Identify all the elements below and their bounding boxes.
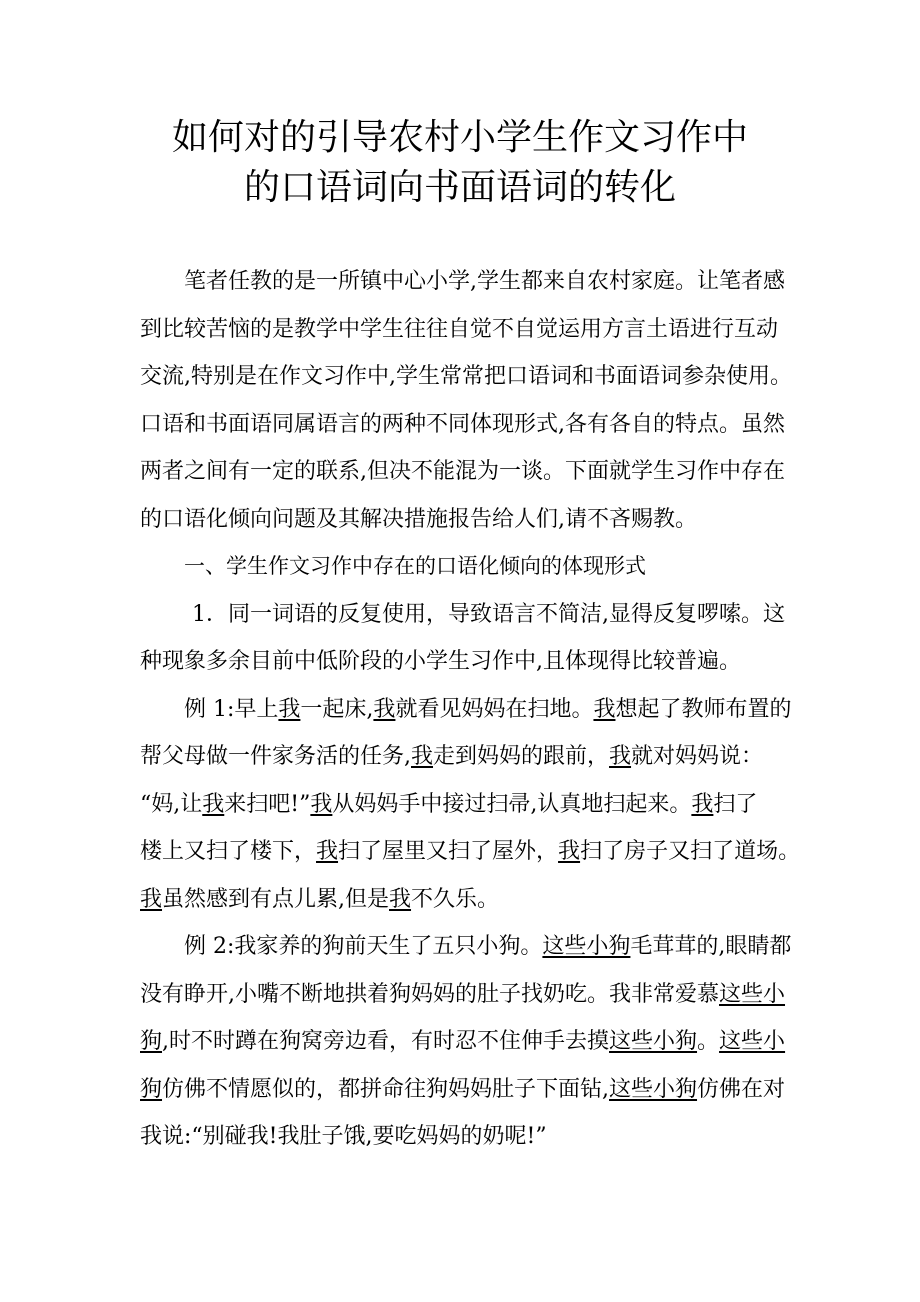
text-span: 扫了屋里又扫了屋外， (338, 839, 559, 864)
document-body (140, 258, 801, 1161)
intro-line: 交流,特别是在作文习作中,学生常常把口语词和书面语词参杂使用。 (140, 364, 792, 389)
example-1-line (140, 733, 790, 781)
underlined-word: 我 (316, 839, 339, 864)
intro-line: 口语和书面语同属语言的两种不同体现形式,各有各自的特点。虽然 (140, 411, 785, 437)
text-span: 仿佛不情愿似的，都拼命往狗妈妈肚子下面钻, (162, 1076, 610, 1102)
underlined-word: 我 (202, 791, 225, 817)
text-span: 虽然感到有点儿累,但是 (162, 886, 390, 912)
underlined-word: 我 (310, 791, 333, 817)
text-span: 来扫吧!” (224, 791, 311, 817)
underlined-phrase: 这些小狗 (609, 1029, 698, 1054)
example-1-line (140, 686, 790, 734)
underlined-word: 我 (558, 839, 581, 864)
example-2-line (140, 923, 790, 971)
text-span: 帮父母做一件家务活的任务, (140, 744, 411, 769)
underlined-word: 我 (389, 886, 412, 912)
document-title-line-2: 的口语词向书面语词的转化 (243, 167, 676, 208)
text-span: 仿佛在对 (697, 1076, 786, 1102)
underlined-phrase: 这些小狗 (542, 934, 631, 959)
intro-line: 两者之间有一定的联系,但决不能混为一谈。下面就学生习作中存在 (140, 459, 785, 484)
example-2-line (140, 1066, 790, 1114)
text-span: 例 2:我家养的狗前天生了五只小狗。 (184, 934, 543, 959)
text-span: 毛茸茸的,眼睛都 (630, 934, 792, 959)
text-span: 不久乐。 (411, 886, 500, 912)
text-span: ,时不时蹲在狗窝旁边看，有时忍不住伸手去摸 (162, 1029, 610, 1054)
underlined-word: 我 (140, 886, 163, 912)
example-2-line (140, 1018, 790, 1066)
example-2-line (140, 1113, 790, 1161)
document-title-line-1: 如何对的引导农村小学生作文习作中 (171, 117, 748, 158)
intro-line: 笔者任教的是一所镇中心小学,学生都来自农村家庭。让笔者感 (184, 269, 785, 294)
text-span: 走到妈妈的跟前， (433, 744, 610, 769)
underlined-word: 我 (691, 791, 714, 817)
underlined-phrase: 狗 (140, 1076, 163, 1102)
underlined-phrase: 这些小狗 (609, 1076, 698, 1102)
text-span: 扫了房子又扫了道场。 (580, 839, 801, 864)
text-span: 楼上又扫了楼下， (140, 839, 317, 864)
text-span: 就看见妈妈在扫地。 (395, 696, 594, 722)
example-1-line (140, 828, 801, 876)
text-span: 想起了教师布置的 (615, 696, 792, 722)
point-line: 1．同一词语的反复使用，导致语言不简洁,显得反复啰嗦。这 (192, 601, 785, 627)
example-1-line (140, 781, 790, 829)
text-span: 一起床, (300, 696, 374, 722)
text-span: 我说:“别碰我!我肚子饿,要吃妈妈的奶呢!” (140, 1124, 547, 1149)
underlined-word: 我 (278, 696, 301, 722)
text-span: 从妈妈手中接过扫帚,认真地扫起来。 (332, 791, 692, 817)
section-heading: 一、学生作文习作中存在的口语化倾向的体现形式 (184, 554, 646, 578)
underlined-phrase: 狗 (140, 1029, 163, 1054)
intro-line: 的口语化倾向问题及其解决措施报告给人们,请不吝赐教。 (140, 506, 697, 532)
underlined-word: 我 (593, 696, 616, 722)
text-span: 就对妈妈说： (631, 744, 764, 769)
intro-line: 到比较苦恼的是教学中学生往往自觉不自觉运用方言土语进行互动 (140, 316, 779, 342)
point-line: 种现象多余目前中低阶段的小学生习作中,且体现得比较普遍。 (140, 649, 741, 674)
underlined-phrase: 这些小 (719, 981, 786, 1007)
underlined-phrase: 这些小 (719, 1029, 786, 1054)
text-span: 例 1:早上 (184, 696, 279, 722)
example-2-line (140, 971, 790, 1019)
text-span: “妈,让 (140, 791, 203, 817)
example-1-line (140, 876, 790, 924)
text-span: 没有睁开,小嘴不断地拱着狗妈妈的肚子找奶吃。我非常爱慕 (140, 981, 719, 1007)
underlined-word: 我 (373, 696, 396, 722)
text-span: 扫了 (713, 791, 758, 817)
text-span: 。 (697, 1029, 720, 1054)
underlined-word: 我 (411, 744, 434, 769)
underlined-word: 我 (609, 744, 632, 769)
